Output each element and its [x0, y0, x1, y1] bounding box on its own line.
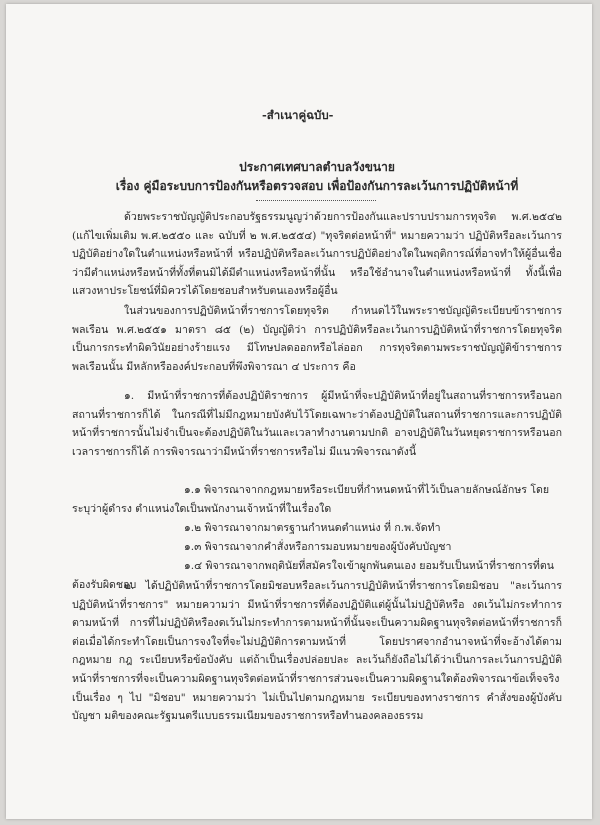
document-page: [6, 4, 592, 819]
paragraph-intro: ด้วยพระราชบัญญัติประกอบรัฐธรรมนูญว่าด้วยการป้องกันและปราบปรามการทุจริต พ.ศ.๒๕๔๒ (แก้ไขเพิ่มเติม พ.ศ.๒๕๕๐ และ ฉบับที่ ๒ พ.ศ.๒๕๕๔) "ทุจริตต่อหน้าที่" หมายความว่า ปฏิบัติหรือละเว้นการปฏิบัติอย่างใดในตำแหน่งหรือหน้าที่ หรือปฏิบัติหรือละเว้นการปฏิบัติอย่างใดในพฤติการณ์ที่อาจทำให้ผู้อื่นเชื่อว่ามีตำแหน่งหรือหน้าที่ทั้งที่ตนมิได้มีตำแหน่งหรือหน้าที่นั้น หรือใช้อำนาจในตำแหน่งหรือหน้าที่ ทั้งนี้เพื่อแสวงหาประโยชน์ที่มิควรได้โดยชอบสำหรับตนเองหรือผู้อื่น: [72, 211, 562, 298]
sub-item-1-1: ๑.๑ พิจารณาจากกฎหมายหรือระเบียบที่กำหนดหน้าที่ไว้เป็นลายลักษณ์อักษร โดยระบุว่าผู้ดำรง ตำแหน่งใดเป็นพนักงานเจ้าหน้าที่ในเรื่องใด: [72, 484, 550, 515]
paragraph-criterion-1: ๑. มีหน้าที่ราชการที่ต้องปฏิบัติราชการ ผู้มีหน้าที่จะปฏิบัติหน้าที่อยู่ในสถานที่ราชการหรือนอกสถานที่ราชการก็ได้ ในกรณีที่ไม่มีกฎหมายบังคับไว้โดยเฉพาะว่าต้องปฏิบัติในสถานที่ราชการและการปฏิบัติหน้าที่ราชการนั้นไม่จำเป็นจะต้องปฏิบัติในวันและเวลาทำงานตามปกติ อาจปฏิบัติในวันหยุดราชการหรือนอกเวลาราชการก็ได้ การพิจารณาว่ามีหน้าที่ราชการหรือไม่ มีแนวพิจารณาดังนี้: [72, 390, 562, 458]
sub-item-1-3: ๑.๓ พิจารณาจากคำสั่งหรือการมอบหมายของผู้บังคับบัญชา: [184, 541, 452, 553]
paragraph-civil-service-act: ในส่วนของการปฏิบัติหน้าที่ราชการโดยทุจริต กำหนดไว้ในพระราชบัญญัติระเบียบข้าราชการพลเรือน พ.ศ.๒๕๕๑ มาตรา ๘๕ (๒) บัญญัติว่า การปฏิบัติหรือละเว้นการปฏิบัติหน้าที่ราชการโดยทุจริตเป็นการกระทำผิดวินัยอย่างร้ายแรง มีโทษปลดออกหรือไล่ออก การทุจริตตามพระราชบัญญัติข้าราชการพลเรือนนั้น มีหลักหรือองค์ประกอบที่พึงพิจารณา ๔ ประการ คือ: [72, 305, 562, 373]
sub-item-1-2: ๑.๒ พิจารณาจากมาตรฐานกำหนดตำแหน่ง ที่ ก.พ.จัดทำ: [184, 522, 441, 534]
sub-item-1-4: ๑.๔ พิจารณาจากพฤตินัยที่สมัครใจเข้าผูกพันตนเอง ยอมรับเป็นหน้าที่ราชการที่ตนต้องรับผิดชอบ: [72, 560, 554, 591]
paragraph-criterion-2: ๒. ได้ปฏิบัติหน้าที่ราชการโดยมิชอบหรือละเว้นการปฏิบัติหน้าที่ราชการโดยมิชอบ "ละเว้นการปฏิบัติหน้าที่ราชการ" หมายความว่า มีหน้าที่ราชการที่ต้องปฏิบัติแต่ผู้นั้นไม่ปฏิบัติหรือ งดเว้นไม่กระทำการตามหน้าที่ การที่ไม่ปฏิบัติหรืองดเว้นไม่กระทำการตามหน้าที่นั้นจะเป็นความผิดฐานทุจริตต่อหน้าที่ราชการก็ต่อเมื่อได้กระทำโดยเป็นการจงใจที่จะไม่ปฏิบัติการตามหน้าที่ โดยปราศจากอำนาจหน้าที่จะอ้างได้ตามกฎหมาย กฎ ระเบียบหรือข้อบังคับ แต่ถ้าเป็นเรื่องปล่อยปละ ละเว้นก็ยังถือไม่ได้ว่าเป็นการละเว้นการปฏิบัติหน้าที่ราชการที่จะเป็นความผิดฐานทุจริตต่อหน้าที่ราชการส่วนจะเป็นความผิดฐานใดต้องพิจารณาข้อเท็จจริงเป็นเรื่อง ๆ ไป "มิชอบ" หมายความว่า ไม่เป็นไปตามกฎหมาย ระเบียบของทางราชการ คำสั่งของผู้บังคับบัญชา มติของคณะรัฐมนตรีแบบธรรมเนียมของราชการหรือทำนองคลองธรรม: [72, 580, 562, 723]
document-subject: เรื่อง คู่มือระบบการป้องกันหรือตรวจสอบ เพื่อป้องกันการละเว้นการปฏิบัติหน้าที่: [115, 179, 519, 193]
title-divider: [256, 200, 376, 201]
document-title: ประกาศเทศบาลตำบลวังขนาย: [239, 160, 395, 174]
copy-label: -สำเนาคู่ฉบับ-: [262, 108, 334, 122]
